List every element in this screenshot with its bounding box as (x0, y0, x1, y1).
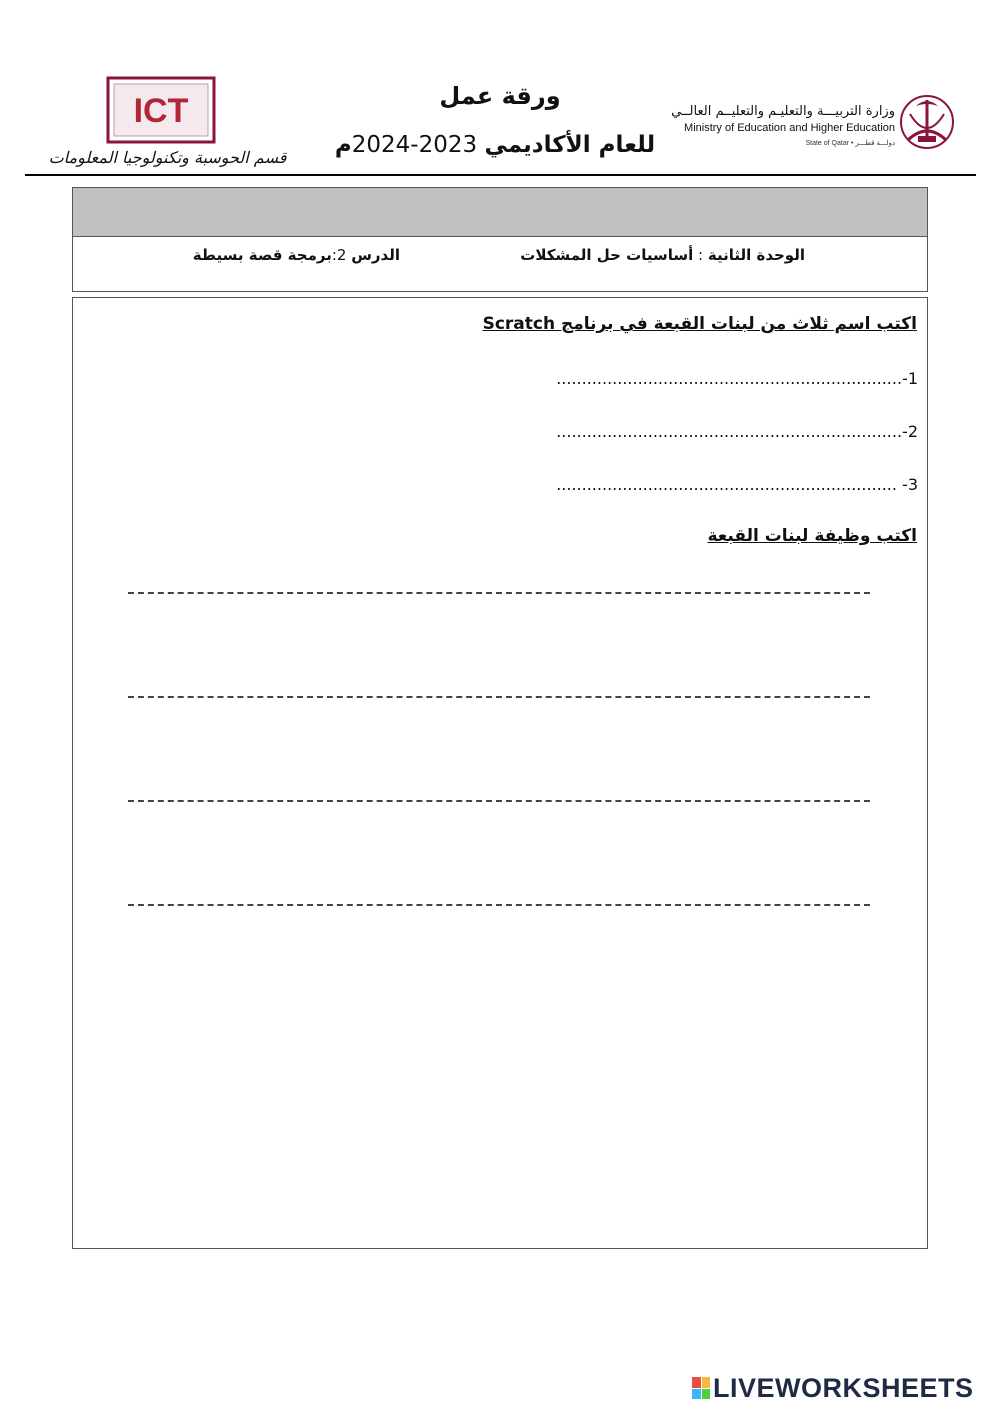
logo-square-yellow (702, 1377, 711, 1388)
liveworksheets-logo-icon (692, 1377, 710, 1399)
logo-square-red (692, 1377, 701, 1388)
unit-value: أساسيات حل المشكلات (520, 246, 694, 264)
department-name: قسم الحوسبة وتكنولوجيا المعلومات (48, 148, 287, 167)
lesson-value: برمجة قصة بسيطة (192, 246, 332, 264)
question-1-heading: اكتب اسم ثلاث من لبنات القبعة في برنامج Scratch (482, 314, 917, 334)
info-header-band (72, 187, 928, 237)
unit-separator: : (693, 246, 708, 264)
lesson-label: الدرس (351, 246, 400, 264)
ict-logo-icon (106, 76, 216, 144)
writing-line-3[interactable] (128, 800, 870, 802)
answer-line-3[interactable]: ................................................................... -3 (556, 475, 918, 494)
logo-square-green (702, 1389, 711, 1400)
year-value: 2023-2024 (351, 132, 478, 158)
ministry-name-arabic: وزارة التربيـــة والتعليـم والتعليــم العالــي (671, 104, 895, 119)
academic-year (330, 132, 660, 158)
info-row (72, 236, 928, 292)
worksheet-title: ورقة عمل (439, 82, 561, 110)
lesson-info (150, 246, 400, 264)
year-suffix: م (334, 132, 352, 158)
liveworksheets-wordmark: LIVEWORKSHEETS (713, 1372, 974, 1403)
year-label: للعام الأكاديمي (484, 132, 656, 158)
ministry-name-english: Ministry of Education and Higher Education (684, 122, 895, 134)
liveworksheets-brand (692, 1372, 974, 1404)
writing-line-2[interactable] (128, 696, 870, 698)
writing-line-1[interactable] (128, 592, 870, 594)
ict-logo-text: ICT (133, 92, 189, 130)
state-of-qatar: State of Qatar • دولـــة قطـــر (805, 140, 895, 147)
writing-line-4[interactable] (128, 904, 870, 906)
answer-line-1[interactable]: ....................................................................-1 (556, 369, 918, 388)
header-divider (25, 174, 976, 176)
qatar-emblem-icon (896, 92, 958, 152)
question-2-heading: اكتب وظيفة لبنات القبعة (707, 526, 917, 546)
logo-square-blue (692, 1389, 701, 1400)
unit-info (480, 246, 805, 264)
answer-line-2[interactable]: ....................................................................-2 (556, 422, 918, 441)
lesson-number: 2: (331, 246, 352, 264)
unit-label: الوحدة الثانية (707, 246, 805, 264)
